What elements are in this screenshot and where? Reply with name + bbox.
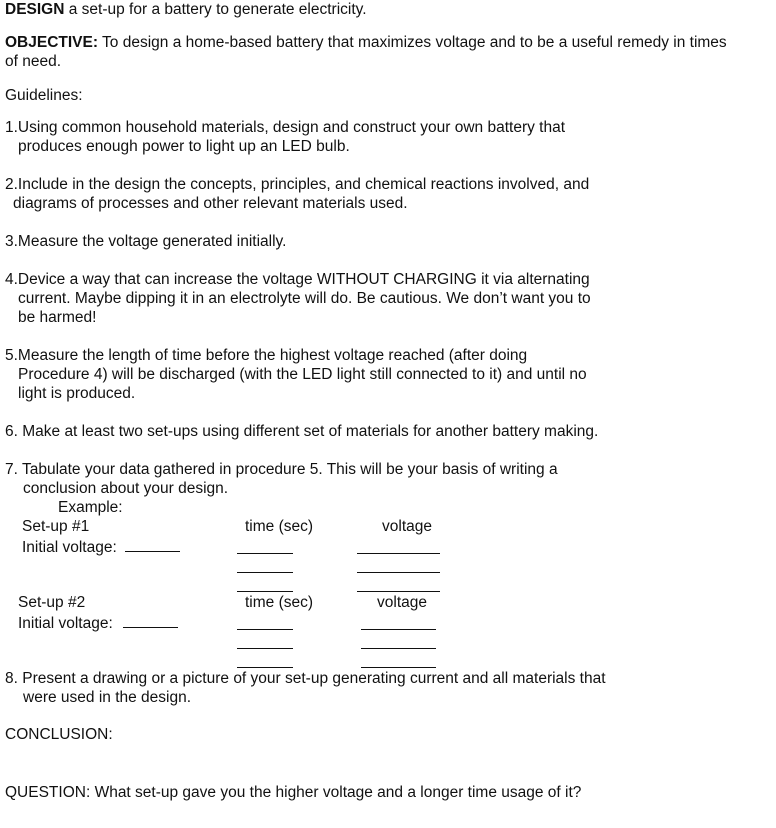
design-label: DESIGN: [5, 1, 65, 18]
setup1-initial-blank: [125, 536, 180, 552]
setup1-voltage-blank-1: [357, 538, 440, 554]
setup2-initial-label: Initial voltage:: [18, 615, 113, 632]
guideline-2-line1: 2.Include in the design the concepts, principles, and chemical reactions involved, and: [5, 176, 590, 193]
objective: [5, 33, 727, 71]
guideline-1-line1: 1.Using common household materials, design and construct your own battery that: [5, 119, 566, 136]
setup1-initial-row: [22, 536, 180, 557]
guideline-5: [5, 346, 587, 403]
guideline-1-line2: produces enough power to light up an LED bulb.: [18, 138, 350, 155]
conclusion-heading: CONCLUSION:: [5, 726, 113, 743]
objective-text-line1: To design a home-based battery that maximizes voltage and to be a useful remedy in times: [98, 34, 727, 51]
setup2-voltage-blank-2: [361, 633, 436, 649]
objective-label: OBJECTIVE:: [5, 34, 99, 51]
guidelines-heading: Guidelines:: [5, 87, 83, 104]
setup1-name: Set-up #1: [22, 518, 90, 535]
guideline-2-line2: diagrams of processes and other relevant materials used.: [13, 195, 408, 212]
guideline-6-line1: 6. Make at least two set-ups using different set of materials for another battery making.: [5, 423, 599, 440]
setup2-time-header: time (sec): [245, 594, 314, 611]
setup2-name: Set-up #2: [18, 594, 86, 611]
setup2-voltage-blank-3: [361, 652, 436, 668]
guideline-7: [5, 460, 558, 498]
objective-text-line2: of need.: [5, 53, 62, 70]
guideline-2: [5, 175, 589, 213]
question-text: QUESTION: What set-up gave you the higher voltage and a longer time usage of it?: [5, 784, 582, 801]
guideline-1: [5, 118, 565, 156]
setup1-voltage-header: voltage: [382, 518, 432, 535]
guideline-3-line1: 3.Measure the voltage generated initially.: [5, 233, 287, 250]
guideline-3: [5, 232, 286, 251]
setup1-time-blank-3: [237, 576, 293, 592]
guideline-5-line3: light is produced.: [18, 385, 136, 402]
guideline-5-line2: Procedure 4) will be discharged (with the LED light still connected to it) and until no: [18, 366, 587, 383]
setup2-voltage-blank-1: [361, 614, 436, 630]
setup1-voltage-blank-3: [357, 576, 440, 592]
setup2-initial-blank: [123, 612, 178, 628]
guideline-4-line2: current. Maybe dipping it in an electrolyte will do. Be cautious. We don’t want you to: [18, 290, 591, 307]
design-text: a set-up for a battery to generate electricity.: [64, 1, 367, 18]
setup1-time-blank-2: [237, 557, 293, 573]
guideline-4-line1: 4.Device a way that can increase the voltage WITHOUT CHARGING it via alternating: [5, 271, 590, 288]
setup2-time-blank-2: [237, 633, 293, 649]
guideline-4: [5, 270, 591, 327]
item-8-line2: were used in the design.: [23, 689, 192, 706]
setup2-time-blank-1: [237, 614, 293, 630]
guideline-6: [5, 422, 598, 441]
setup2-voltage-header: voltage: [377, 594, 427, 611]
item-8-line1: 8. Present a drawing or a picture of your set-up generating current and all materials that: [5, 670, 606, 687]
item-8: [5, 669, 606, 707]
example-label: Example:: [58, 499, 123, 516]
setup1-time-header: time (sec): [245, 518, 314, 535]
setup2-time-blank-3: [237, 652, 293, 668]
setup2-initial-row: [18, 612, 178, 633]
setup1-initial-label: Initial voltage:: [22, 539, 117, 556]
design-line: [5, 0, 367, 19]
setup1-time-blank-1: [237, 538, 293, 554]
guideline-5-line1: 5.Measure the length of time before the highest voltage reached (after doing: [5, 347, 528, 364]
guideline-7-line2: conclusion about your design.: [23, 480, 229, 497]
guideline-4-line3: be harmed!: [18, 309, 97, 326]
guideline-7-line1: 7. Tabulate your data gathered in procedure 5. This will be your basis of writing a: [5, 461, 558, 478]
setup1-voltage-blank-2: [357, 557, 440, 573]
